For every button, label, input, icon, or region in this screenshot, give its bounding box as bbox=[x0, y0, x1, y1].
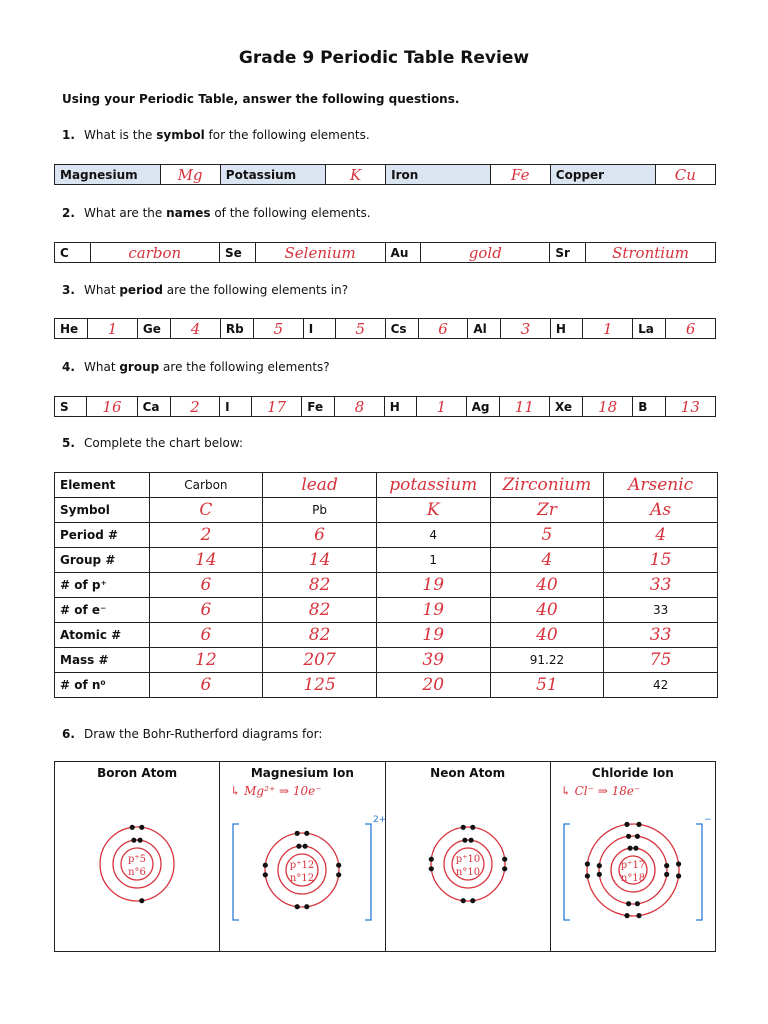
neutron-count: n°10 bbox=[455, 867, 480, 878]
electron bbox=[428, 857, 433, 862]
chart-handwritten-value[interactable]: 82 bbox=[263, 598, 377, 623]
names-table bbox=[54, 242, 716, 263]
bohr-diagram bbox=[227, 802, 387, 932]
chart-printed-value: 1 bbox=[376, 548, 490, 573]
chart-row bbox=[55, 473, 718, 498]
proton-count: p⁺17 bbox=[620, 860, 646, 871]
question-keyword: symbol bbox=[156, 128, 205, 142]
question-number: 3. bbox=[62, 283, 75, 297]
chart-handwritten-value[interactable]: As bbox=[604, 498, 718, 523]
chart-row bbox=[55, 623, 718, 648]
chart-printed-value: 42 bbox=[604, 673, 718, 698]
electron bbox=[462, 838, 467, 843]
chart-handwritten-value[interactable]: C bbox=[149, 498, 263, 523]
neutron-count: n°12 bbox=[290, 873, 315, 884]
chart-handwritten-value[interactable]: 40 bbox=[490, 573, 604, 598]
chart-handwritten-value[interactable]: 6 bbox=[149, 598, 263, 623]
bohr-cell bbox=[385, 762, 550, 952]
handwritten-answer[interactable]: 5 bbox=[254, 319, 304, 339]
question-number: 6. bbox=[62, 727, 75, 741]
electron bbox=[626, 834, 631, 839]
handwritten-answer[interactable]: 1 bbox=[583, 319, 633, 339]
electron bbox=[470, 825, 475, 830]
handwritten-answer[interactable]: 4 bbox=[171, 319, 221, 339]
chart-row-label: Mass # bbox=[55, 648, 150, 673]
electron bbox=[627, 846, 632, 851]
chart-handwritten-value[interactable]: 33 bbox=[604, 623, 718, 648]
chart-row-label: # of e⁻ bbox=[55, 598, 150, 623]
handwritten-answer[interactable]: 16 bbox=[87, 397, 137, 417]
chart-printed-value: Pb bbox=[263, 498, 377, 523]
element-label: He bbox=[55, 319, 88, 339]
ion-bracket bbox=[365, 824, 371, 920]
bohr-title: Boron Atom bbox=[97, 766, 178, 780]
element-label: H bbox=[550, 319, 583, 339]
element-label: Potassium bbox=[220, 165, 325, 185]
chart-handwritten-value[interactable]: potassium bbox=[376, 473, 490, 498]
element-label: Rb bbox=[220, 319, 253, 339]
element-label: Ge bbox=[137, 319, 170, 339]
handwritten-answer[interactable]: Selenium bbox=[255, 243, 385, 263]
electron bbox=[624, 913, 629, 918]
chart-printed-value: 33 bbox=[604, 598, 718, 623]
question-text: for the following elements. bbox=[204, 128, 370, 142]
question-text: are the following elements? bbox=[159, 360, 330, 374]
handwritten-answer[interactable]: Mg bbox=[160, 165, 220, 185]
handwritten-answer[interactable]: Fe bbox=[490, 165, 550, 185]
chart-row bbox=[55, 598, 718, 623]
question-keyword: group bbox=[119, 360, 160, 374]
chart-handwritten-value[interactable]: 125 bbox=[263, 673, 377, 698]
chart-row-label: Atomic # bbox=[55, 623, 150, 648]
bohr-cell bbox=[550, 762, 715, 952]
chart-handwritten-value[interactable]: 39 bbox=[376, 648, 490, 673]
chart-handwritten-value[interactable]: 15 bbox=[604, 548, 718, 573]
chart-handwritten-value[interactable]: 82 bbox=[263, 623, 377, 648]
element-label: C bbox=[55, 243, 91, 263]
bohr-diagram bbox=[393, 796, 543, 926]
electron bbox=[636, 913, 641, 918]
electron bbox=[428, 866, 433, 871]
chart-handwritten-value[interactable]: 82 bbox=[263, 573, 377, 598]
chart-handwritten-value[interactable]: 40 bbox=[490, 623, 604, 648]
electron bbox=[131, 838, 136, 843]
question-1 bbox=[62, 128, 370, 142]
question-text: What bbox=[84, 360, 120, 374]
question-text: What are the bbox=[84, 206, 167, 220]
question-text: of the following elements. bbox=[210, 206, 371, 220]
electron bbox=[263, 863, 268, 868]
chart-row-label: Element bbox=[55, 473, 150, 498]
electron bbox=[502, 857, 507, 862]
chart-row bbox=[55, 548, 718, 573]
handwritten-answer[interactable]: 1 bbox=[88, 319, 138, 339]
electron bbox=[626, 901, 631, 906]
electron bbox=[635, 834, 640, 839]
electron bbox=[263, 872, 268, 877]
ion-bracket bbox=[233, 824, 239, 920]
chart-handwritten-value[interactable]: 33 bbox=[604, 573, 718, 598]
electron bbox=[664, 872, 669, 877]
chart-handwritten-value[interactable]: 14 bbox=[263, 548, 377, 573]
electron bbox=[305, 831, 310, 836]
question-5 bbox=[62, 436, 243, 450]
question-6 bbox=[62, 727, 322, 741]
bohr-diagram bbox=[558, 802, 712, 932]
chart-handwritten-value[interactable]: 6 bbox=[149, 623, 263, 648]
electron bbox=[460, 825, 465, 830]
symbol-table bbox=[54, 164, 716, 185]
chart-printed-value: 4 bbox=[376, 523, 490, 548]
question-keyword: period bbox=[119, 283, 163, 297]
electron bbox=[295, 904, 300, 909]
chart-row bbox=[55, 498, 718, 523]
chart-row-label: # of n⁰ bbox=[55, 673, 150, 698]
question-number: 2. bbox=[62, 206, 75, 220]
bohr-title: Neon Atom bbox=[430, 766, 506, 780]
element-label: S bbox=[55, 397, 87, 417]
chart-handwritten-value[interactable]: Zirconium bbox=[490, 473, 604, 498]
chart-handwritten-value[interactable]: 207 bbox=[263, 648, 377, 673]
question-4 bbox=[62, 360, 330, 374]
chart-handwritten-value[interactable]: 19 bbox=[376, 598, 490, 623]
electron bbox=[130, 825, 135, 830]
question-number: 5. bbox=[62, 436, 75, 450]
ion-note: ↳ Cl⁻ ⇒ 18e⁻ bbox=[560, 784, 641, 798]
element-label: La bbox=[633, 319, 666, 339]
electron bbox=[295, 831, 300, 836]
chart-handwritten-value[interactable]: 75 bbox=[604, 648, 718, 673]
chart-handwritten-value[interactable]: Arsenic bbox=[604, 473, 718, 498]
bohr-diagram-table bbox=[54, 761, 716, 952]
period-table bbox=[54, 318, 716, 339]
handwritten-answer[interactable]: 5 bbox=[335, 319, 385, 339]
bohr-diagram bbox=[62, 796, 212, 926]
handwritten-answer[interactable]: gold bbox=[421, 243, 550, 263]
element-chart bbox=[54, 472, 718, 698]
electron bbox=[636, 822, 641, 827]
handwritten-answer[interactable]: 2 bbox=[170, 397, 219, 417]
chart-row-label: # of p⁺ bbox=[55, 573, 150, 598]
element-label: I bbox=[303, 319, 335, 339]
handwritten-answer[interactable]: 8 bbox=[335, 397, 384, 417]
electron bbox=[139, 898, 144, 903]
chart-handwritten-value[interactable]: lead bbox=[263, 473, 377, 498]
page-title: Grade 9 Periodic Table Review bbox=[238, 48, 530, 68]
chart-handwritten-value[interactable]: 51 bbox=[490, 673, 604, 698]
handwritten-answer[interactable]: carbon bbox=[90, 243, 219, 263]
electron bbox=[470, 898, 475, 903]
chart-handwritten-value[interactable]: 5 bbox=[490, 523, 604, 548]
electron bbox=[336, 872, 341, 877]
question-text: What bbox=[84, 283, 120, 297]
element-label: Ca bbox=[137, 397, 170, 417]
electron bbox=[502, 866, 507, 871]
group-table bbox=[54, 396, 716, 417]
element-label: Au bbox=[385, 243, 421, 263]
handwritten-answer[interactable]: 3 bbox=[501, 319, 551, 339]
chart-handwritten-value[interactable]: 12 bbox=[149, 648, 263, 673]
electron bbox=[139, 825, 144, 830]
chart-row bbox=[55, 673, 718, 698]
electron bbox=[585, 873, 590, 878]
chart-handwritten-value[interactable]: 40 bbox=[490, 598, 604, 623]
electron bbox=[624, 822, 629, 827]
element-label: I bbox=[220, 397, 252, 417]
electron bbox=[597, 872, 602, 877]
chart-handwritten-value[interactable]: 14 bbox=[149, 548, 263, 573]
chart-handwritten-value[interactable]: 6 bbox=[149, 673, 263, 698]
bohr-cell bbox=[55, 762, 220, 952]
handwritten-answer[interactable]: 1 bbox=[417, 397, 466, 417]
question-number: 4. bbox=[62, 360, 75, 374]
ion-note: ↳ Mg²⁺ ⇒ 10e⁻ bbox=[230, 784, 322, 798]
electron bbox=[336, 863, 341, 868]
chart-handwritten-value[interactable]: 4 bbox=[604, 523, 718, 548]
ion-bracket bbox=[564, 824, 570, 920]
element-label: Xe bbox=[549, 397, 582, 417]
electron bbox=[303, 844, 308, 849]
handwritten-answer[interactable]: 18 bbox=[583, 397, 633, 417]
proton-count: p⁺10 bbox=[455, 854, 480, 865]
chart-printed-value: Carbon bbox=[149, 473, 263, 498]
element-label: B bbox=[633, 397, 665, 417]
proton-count: p⁺5 bbox=[128, 854, 147, 865]
question-text: Complete the chart below: bbox=[84, 436, 244, 450]
instructions: Using your Periodic Table, answer the following questions. bbox=[62, 92, 460, 106]
ion-bracket bbox=[696, 824, 702, 920]
chart-row bbox=[55, 523, 718, 548]
handwritten-answer[interactable]: 6 bbox=[418, 319, 468, 339]
question-number: 1. bbox=[62, 128, 75, 142]
neutron-count: n°18 bbox=[620, 873, 645, 884]
question-3 bbox=[62, 283, 348, 297]
electron bbox=[468, 838, 473, 843]
chart-handwritten-value[interactable]: 4 bbox=[490, 548, 604, 573]
electron bbox=[676, 861, 681, 866]
element-label: Al bbox=[468, 319, 501, 339]
neutron-count: n°6 bbox=[128, 867, 147, 878]
element-label: Cs bbox=[385, 319, 418, 339]
element-label: Sr bbox=[550, 243, 586, 263]
element-label: H bbox=[384, 397, 416, 417]
question-text: are the following elements in? bbox=[162, 283, 349, 297]
bohr-cell bbox=[220, 762, 385, 952]
question-text: Draw the Bohr-Rutherford diagrams for: bbox=[84, 727, 323, 741]
question-text: What is the bbox=[84, 128, 157, 142]
chart-row bbox=[55, 648, 718, 673]
chart-handwritten-value[interactable]: 6 bbox=[263, 523, 377, 548]
handwritten-answer[interactable]: 6 bbox=[666, 319, 716, 339]
ion-charge: 2+ bbox=[373, 815, 387, 825]
chart-row-label: Period # bbox=[55, 523, 150, 548]
chart-handwritten-value[interactable]: Zr bbox=[490, 498, 604, 523]
element-label: Magnesium bbox=[55, 165, 161, 185]
chart-row-label: Group # bbox=[55, 548, 150, 573]
ion-charge: − bbox=[703, 815, 712, 825]
bohr-title: Magnesium Ion bbox=[250, 766, 354, 780]
chart-handwritten-value[interactable]: 6 bbox=[149, 573, 263, 598]
handwritten-answer[interactable]: 17 bbox=[252, 397, 302, 417]
electron bbox=[597, 863, 602, 868]
handwritten-answer[interactable]: 13 bbox=[665, 397, 715, 417]
electron bbox=[297, 844, 302, 849]
chart-handwritten-value[interactable]: 20 bbox=[376, 673, 490, 698]
element-label: Fe bbox=[302, 397, 335, 417]
handwritten-answer[interactable]: 11 bbox=[499, 397, 549, 417]
chart-handwritten-value[interactable]: 2 bbox=[149, 523, 263, 548]
element-label: Ag bbox=[466, 397, 499, 417]
electron bbox=[585, 861, 590, 866]
chart-handwritten-value[interactable]: K bbox=[376, 498, 490, 523]
electron bbox=[305, 904, 310, 909]
electron bbox=[460, 898, 465, 903]
electron bbox=[664, 863, 669, 868]
element-label: Copper bbox=[550, 165, 655, 185]
handwritten-answer[interactable]: Strontium bbox=[586, 243, 716, 263]
question-2 bbox=[62, 206, 371, 220]
element-label: Iron bbox=[386, 165, 491, 185]
electron bbox=[635, 901, 640, 906]
electron bbox=[676, 873, 681, 878]
electron bbox=[138, 838, 143, 843]
chart-row bbox=[55, 573, 718, 598]
chart-row-label: Symbol bbox=[55, 498, 150, 523]
chart-handwritten-value[interactable]: 19 bbox=[376, 573, 490, 598]
chart-printed-value: 91.22 bbox=[490, 648, 604, 673]
handwritten-answer[interactable]: K bbox=[326, 165, 386, 185]
proton-count: p⁺12 bbox=[290, 860, 315, 871]
handwritten-answer[interactable]: Cu bbox=[655, 165, 715, 185]
electron bbox=[633, 846, 638, 851]
bohr-title: Chloride Ion bbox=[591, 766, 674, 780]
element-label: Se bbox=[220, 243, 256, 263]
chart-handwritten-value[interactable]: 19 bbox=[376, 623, 490, 648]
question-keyword: names bbox=[166, 206, 211, 220]
